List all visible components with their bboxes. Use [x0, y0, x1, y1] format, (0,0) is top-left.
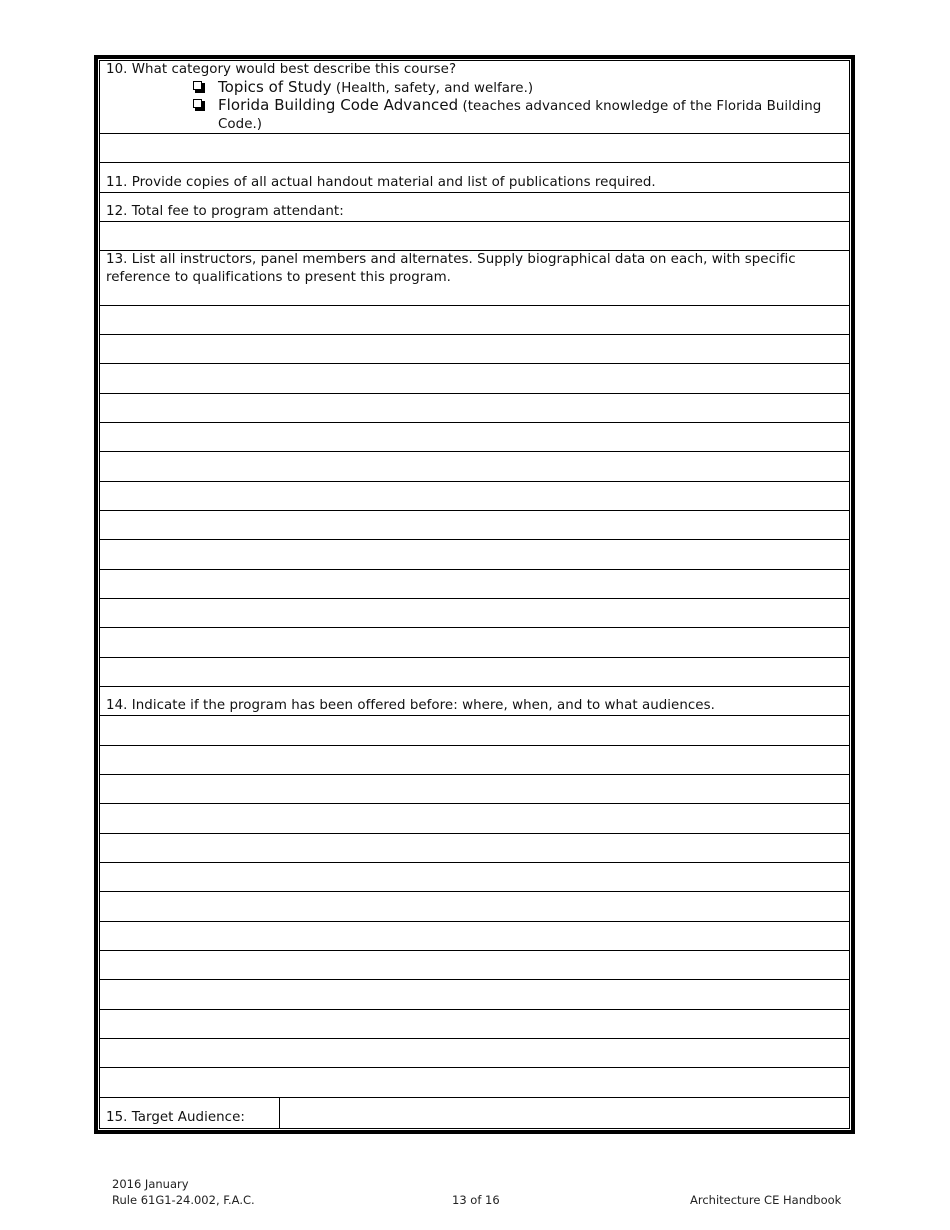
- option-name: Topics of Study: [218, 78, 332, 96]
- row-divider: [100, 774, 849, 775]
- row-divider: [100, 598, 849, 599]
- row-divider: [100, 921, 849, 922]
- row-divider: [100, 833, 849, 834]
- row-divider: [100, 133, 849, 134]
- row-divider: [100, 891, 849, 892]
- q13-label: 13. List all instructors, panel members and alternates. Supply biographical data on each, with specific reference to qualifications to present this program.: [106, 252, 796, 285]
- row-divider: [100, 539, 849, 540]
- row-divider: [100, 422, 849, 423]
- q10-option-topics: [218, 78, 533, 98]
- checkbox-topics-of-study[interactable]: [193, 81, 202, 90]
- target-audience-divider: [279, 1097, 280, 1128]
- row-divider: [100, 715, 849, 716]
- row-divider: [100, 393, 849, 394]
- row-divider: [100, 803, 849, 804]
- q12-label: 12. Total fee to program attendant:: [106, 204, 344, 219]
- row-divider: [100, 950, 849, 951]
- q10-label: 10. What category would best describe this course?: [106, 62, 457, 77]
- q14-label: 14. Indicate if the program has been offered before: where, when, and to what audiences.: [106, 698, 715, 713]
- row-divider: [100, 1038, 849, 1039]
- row-divider: [100, 1067, 849, 1068]
- row-divider: [100, 862, 849, 863]
- row-divider: [100, 1009, 849, 1010]
- footer-date: 2016 January: [112, 1177, 189, 1191]
- row-divider: [100, 221, 849, 222]
- row-divider: [100, 686, 849, 687]
- q15-label: 15. Target Audience:: [106, 1110, 245, 1125]
- q11-label: 11. Provide copies of all actual handout material and list of publications required.: [106, 175, 656, 190]
- row-divider: [100, 334, 849, 335]
- row-divider: [100, 192, 849, 193]
- footer-rule: Rule 61G1-24.002, F.A.C.: [112, 1193, 255, 1207]
- option-name: Florida Building Code Advanced: [218, 96, 459, 114]
- row-divider: [100, 627, 849, 628]
- row-divider: [100, 451, 849, 452]
- row-divider: [100, 510, 849, 511]
- row-divider: [100, 162, 849, 163]
- footer-handbook-title: Architecture CE Handbook: [690, 1193, 842, 1207]
- option-desc: (Health, safety, and welfare.): [331, 81, 534, 96]
- row-divider: [100, 305, 849, 306]
- checkbox-florida-building-code-advanced[interactable]: [193, 99, 202, 108]
- row-divider: [100, 569, 849, 570]
- footer-page-number: 13 of 16: [452, 1193, 500, 1207]
- row-divider: [100, 657, 849, 658]
- row-divider: [100, 481, 849, 482]
- row-divider: [100, 979, 849, 980]
- row-divider: [100, 745, 849, 746]
- q10-option-fbc: [218, 96, 830, 134]
- option-desc: (teaches advanced knowledge of the Florida Building Code.): [218, 99, 822, 132]
- row-divider: [100, 1097, 849, 1098]
- row-divider: [100, 363, 849, 364]
